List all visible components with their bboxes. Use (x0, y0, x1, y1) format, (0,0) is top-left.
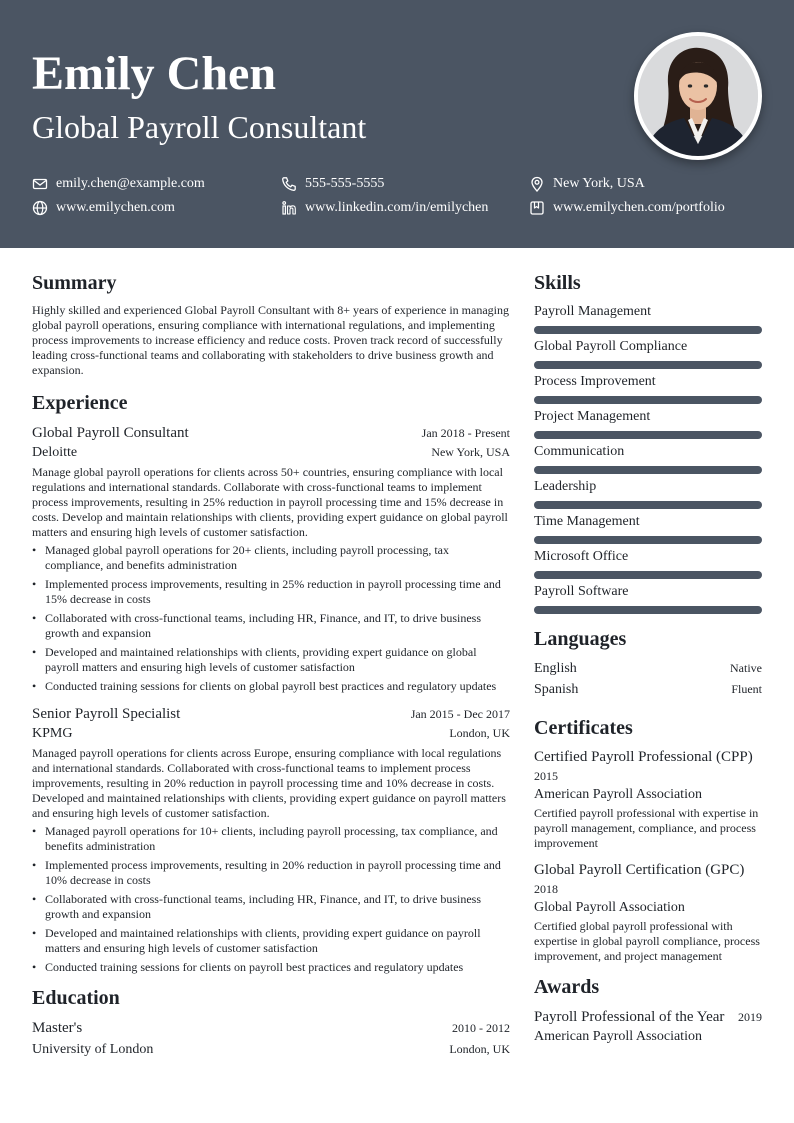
skill-bar (534, 361, 762, 369)
certificate-item (534, 748, 762, 851)
certificate-name: Certified Payroll Professional (CPP) (534, 749, 753, 765)
education-location: London, UK (449, 1042, 510, 1056)
skill-item (534, 513, 762, 544)
profile-photo (634, 32, 762, 160)
job-bullet: • Conducted training sessions for clients on payroll best practices and regulatory updates (32, 960, 510, 975)
skill-bar (534, 326, 762, 334)
skill-bar (534, 501, 762, 509)
contact-email-text: emily.chen@example.com (56, 176, 205, 191)
job-description: Managed payroll operations for clients across Europe, ensuring compliance with local regulations and international standards. Collaborated with cross-functional teams to implement process improvements, resulting in 20% reduction in payroll processing time and 10% decrease in costs. Developed and maintained relationships with clients, providing expert guidance on payroll matters and ensuring high levels of customer satisfaction. (32, 746, 506, 820)
contact-portfolio[interactable] (529, 199, 725, 217)
side-column (534, 270, 762, 1047)
contact-website-text: www.emilychen.com (56, 200, 175, 215)
candidate-name: Emily Chen (32, 47, 277, 100)
job-location: London, UK (449, 726, 510, 740)
experience-heading: Experience (32, 392, 128, 414)
skill-name: Process Improvement (534, 374, 656, 389)
job-dates: Jan 2015 - Dec 2017 (410, 707, 510, 721)
certificate-description: Certified payroll professional with expertise in payroll management, compliance, and process improvement (534, 806, 759, 850)
certificate-item (534, 861, 762, 964)
skill-item (534, 443, 762, 474)
job-bullets (32, 824, 510, 975)
job-company: Deloitte (32, 445, 78, 460)
skill-item (534, 338, 762, 369)
phone-icon (281, 176, 297, 192)
portfolio-icon (529, 200, 545, 216)
award-name: Payroll Professional of the Year (534, 1009, 725, 1025)
job-company: KPMG (32, 726, 73, 741)
job-bullet: • Implemented process improvements, resulting in 25% reduction in payroll processing time and 15% decrease in costs (32, 577, 510, 607)
awards-heading: Awards (534, 976, 600, 998)
language-item (534, 659, 762, 678)
job-description: Manage global payroll operations for clients across 50+ countries, ensuring compliance with local regulations and international standards. Collaborate with cross-functional teams to implement process improvements, resulting in 25% reduction in payroll processing time and 15% decrease in costs. Develop and maintain relationships with clients, providing expert guidance on global payroll matters and ensuring high levels of customer satisfaction. (32, 465, 508, 539)
job-bullet: • Collaborated with cross-functional teams, including HR, Finance, and IT, to drive business growth and expansion (32, 892, 510, 922)
skill-name: Time Management (534, 514, 640, 529)
skill-name: Global Payroll Compliance (534, 339, 688, 354)
job-bullet: • Managed global payroll operations for 20+ clients, including payroll processing, tax compliance, and benefits administration (32, 543, 510, 573)
skill-name: Microsoft Office (534, 549, 629, 564)
skill-bar (534, 431, 762, 439)
resume-header (0, 0, 794, 248)
contact-location (529, 175, 645, 193)
certificates-heading: Certificates (534, 717, 633, 739)
skill-name: Payroll Software (534, 584, 629, 599)
skill-name: Project Management (534, 409, 651, 424)
job-title: Senior Payroll Specialist (32, 706, 181, 722)
job-bullet: • Developed and maintained relationships with clients, providing expert guidance on payroll matters and ensuring high levels of customer satisfaction (32, 926, 510, 956)
job-bullet: • Implemented process improvements, resulting in 20% reduction in payroll processing time and 10% decrease in costs (32, 858, 510, 888)
job-bullet: • Managed payroll operations for 10+ clients, including payroll processing, tax compliance, and benefits administration (32, 824, 510, 854)
summary-text: Highly skilled and experienced Global Payroll Consultant with 8+ years of experience in managing global payroll operations, ensuring compliance with international regulations, and implementing process improvements to increase efficiency and reduce costs. Proven track record of successfully leading cross-functional teams and collaborating with stakeholders to drive business growth and expansion. (32, 303, 509, 377)
summary-heading: Summary (32, 272, 117, 294)
contact-phone-text: 555-555-5555 (305, 176, 385, 191)
certificate-org: Global Payroll Association (534, 900, 685, 915)
job-bullet: • Developed and maintained relationships with clients, providing expert guidance on global payroll matters and ensuring high levels of customer satisfaction (32, 645, 510, 675)
skill-bar (534, 396, 762, 404)
skill-item (534, 373, 762, 404)
skill-item (534, 548, 762, 579)
job-dates: Jan 2018 - Present (421, 426, 510, 440)
award-item (534, 1007, 762, 1047)
contact-phone[interactable] (281, 175, 384, 193)
mail-icon (32, 176, 48, 192)
certificate-name: Global Payroll Certification (GPC) (534, 862, 745, 878)
experience-item (32, 704, 510, 975)
contact-location-text: New York, USA (553, 176, 645, 191)
certificate-org: American Payroll Association (534, 787, 702, 802)
education-heading: Education (32, 987, 120, 1009)
language-level: Fluent (731, 682, 762, 696)
job-bullets (32, 543, 510, 694)
contact-linkedin-text: www.linkedin.com/in/emilychen (305, 200, 489, 215)
language-name: Spanish (534, 682, 579, 697)
award-org: American Payroll Association (534, 1029, 702, 1044)
contact-portfolio-text: www.emilychen.com/portfolio (553, 200, 725, 215)
skill-name: Leadership (534, 479, 597, 494)
language-level: Native (730, 661, 762, 675)
contact-email[interactable] (32, 175, 205, 193)
skill-item (534, 408, 762, 439)
education-school: University of London (32, 1042, 154, 1057)
education-degree: Master's (32, 1020, 83, 1036)
job-bullet: • Conducted training sessions for clients on global payroll best practices and regulatory updates (32, 679, 510, 694)
language-item (534, 680, 762, 699)
job-bullet: • Collaborated with cross-functional teams, including HR, Finance, and IT, to drive business growth and expansion (32, 611, 510, 641)
education-item (32, 1018, 510, 1060)
languages-heading: Languages (534, 628, 627, 650)
experience-item (32, 423, 510, 694)
contact-website[interactable] (32, 199, 175, 217)
skill-bar (534, 606, 762, 614)
education-dates: 2010 - 2012 (452, 1021, 510, 1035)
skill-name: Communication (534, 444, 625, 459)
skill-bar (534, 571, 762, 579)
linkedin-icon (281, 200, 297, 216)
globe-icon (32, 200, 48, 216)
skill-item (534, 583, 762, 614)
skill-name: Payroll Management (534, 304, 652, 319)
portrait-illustration (638, 36, 758, 156)
skills-list (534, 303, 762, 614)
main-column (32, 270, 510, 1060)
language-name: English (534, 661, 577, 676)
certificate-year: 2015 (534, 769, 558, 783)
skill-item (534, 478, 762, 509)
skill-bar (534, 536, 762, 544)
job-title: Global Payroll Consultant (32, 425, 189, 441)
skills-heading: Skills (534, 272, 581, 294)
skill-bar (534, 466, 762, 474)
location-pin-icon (529, 176, 545, 192)
skill-item (534, 303, 762, 334)
candidate-title: Global Payroll Consultant (32, 109, 367, 145)
award-year: 2019 (738, 1010, 762, 1024)
certificate-year: 2018 (534, 882, 558, 896)
certificate-description: Certified global payroll professional with expertise in global payroll compliance, process improvement, and project management (534, 919, 760, 963)
job-location: New York, USA (431, 445, 510, 459)
contact-linkedin[interactable] (281, 199, 488, 217)
